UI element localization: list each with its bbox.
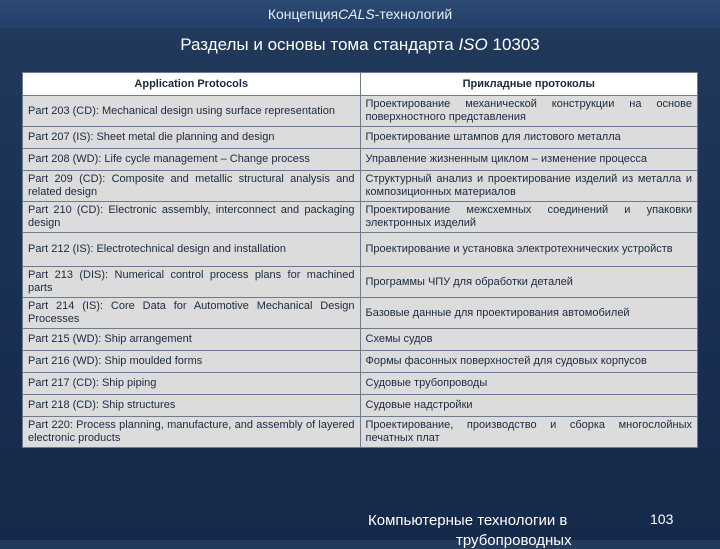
- subtitle-suffix: 10303: [492, 35, 540, 54]
- slide-subtitle: [0, 30, 720, 60]
- protocol-ru-cell: Судовые надстройки: [360, 395, 698, 417]
- protocol-ru-cell: Проектирование межсхемных соединений и упаковки электронных изделий: [360, 202, 698, 233]
- table-row: [23, 267, 698, 298]
- table-row: [23, 233, 698, 267]
- table-row: [23, 96, 698, 127]
- protocol-en-cell: Part 203 (CD): Mechanical design using surface representation: [23, 96, 361, 127]
- table-row: [23, 329, 698, 351]
- protocol-ru-cell: Структурный анализ и проектирование изделий из металла и композиционных материалов: [360, 171, 698, 202]
- table-row: [23, 417, 698, 448]
- footer-line-1: Компьютерные технологии в: [368, 512, 568, 529]
- table-header-row: [23, 73, 698, 96]
- protocol-en-cell: Part 214 (IS): Core Data for Automotive Mechanical Design Processes: [23, 298, 361, 329]
- table-row: [23, 373, 698, 395]
- protocol-en-cell: Part 208 (WD): Life cycle management – Change process: [23, 149, 361, 171]
- page-number: 103: [650, 511, 674, 527]
- protocol-ru-cell: Базовые данные для проектирования автомобилей: [360, 298, 698, 329]
- protocol-en-cell: Part 213 (DIS): Numerical control process plans for machined parts: [23, 267, 361, 298]
- table-row: [23, 202, 698, 233]
- protocol-en-cell: Part 215 (WD): Ship arrangement: [23, 329, 361, 351]
- protocol-en-cell: Part 207 (IS): Sheet metal die planning and design: [23, 127, 361, 149]
- protocol-en-cell: Part 216 (WD): Ship moulded forms: [23, 351, 361, 373]
- table-row: [23, 171, 698, 202]
- protocol-ru-cell: Формы фасонных поверхностей для судовых корпусов: [360, 351, 698, 373]
- protocol-ru-cell: Проектирование механической конструкции на основе поверхностного представления: [360, 96, 698, 127]
- protocols-table: [22, 72, 698, 448]
- title-suffix: -технологий: [374, 6, 453, 22]
- presentation-title: [0, 0, 720, 28]
- table-body: [23, 96, 698, 448]
- protocol-ru-cell: Проектирование штампов для листового металла: [360, 127, 698, 149]
- table-row: [23, 351, 698, 373]
- protocol-en-cell: Part 212 (IS): Electrotechnical design and installation: [23, 233, 361, 267]
- protocol-ru-cell: Судовые трубопроводы: [360, 373, 698, 395]
- table-row: [23, 395, 698, 417]
- protocol-ru-cell: Проектирование, производство и сборка многослойных печатных плат: [360, 417, 698, 448]
- header-prikladnye-protokoly: Прикладные протоколы: [360, 73, 698, 96]
- subtitle-prefix: Разделы и основы тома стандарта: [180, 35, 454, 54]
- title-prefix: Концепция: [267, 6, 339, 22]
- subtitle-italic: ISO: [458, 35, 488, 54]
- table-row: [23, 298, 698, 329]
- protocol-en-cell: Part 209 (CD): Composite and metallic structural analysis and related design: [23, 171, 361, 202]
- table-row: [23, 127, 698, 149]
- protocol-en-cell: Part 218 (CD): Ship structures: [23, 395, 361, 417]
- title-italic: CALS: [338, 6, 375, 22]
- protocol-en-cell: Part 220: Process planning, manufacture, and assembly of layered electronic products: [23, 417, 361, 448]
- protocol-en-cell: Part 210 (CD): Electronic assembly, interconnect and packaging design: [23, 202, 361, 233]
- footer-line-2: трубопроводных: [456, 532, 572, 549]
- protocol-ru-cell: Проектирование и установка электротехнических устройств: [360, 233, 698, 267]
- header-application-protocols: Application Protocols: [23, 73, 361, 96]
- table-row: [23, 149, 698, 171]
- protocol-ru-cell: Управление жизненным циклом – изменение процесса: [360, 149, 698, 171]
- protocol-ru-cell: Программы ЧПУ для обработки деталей: [360, 267, 698, 298]
- protocol-en-cell: Part 217 (CD): Ship piping: [23, 373, 361, 395]
- protocol-ru-cell: Схемы судов: [360, 329, 698, 351]
